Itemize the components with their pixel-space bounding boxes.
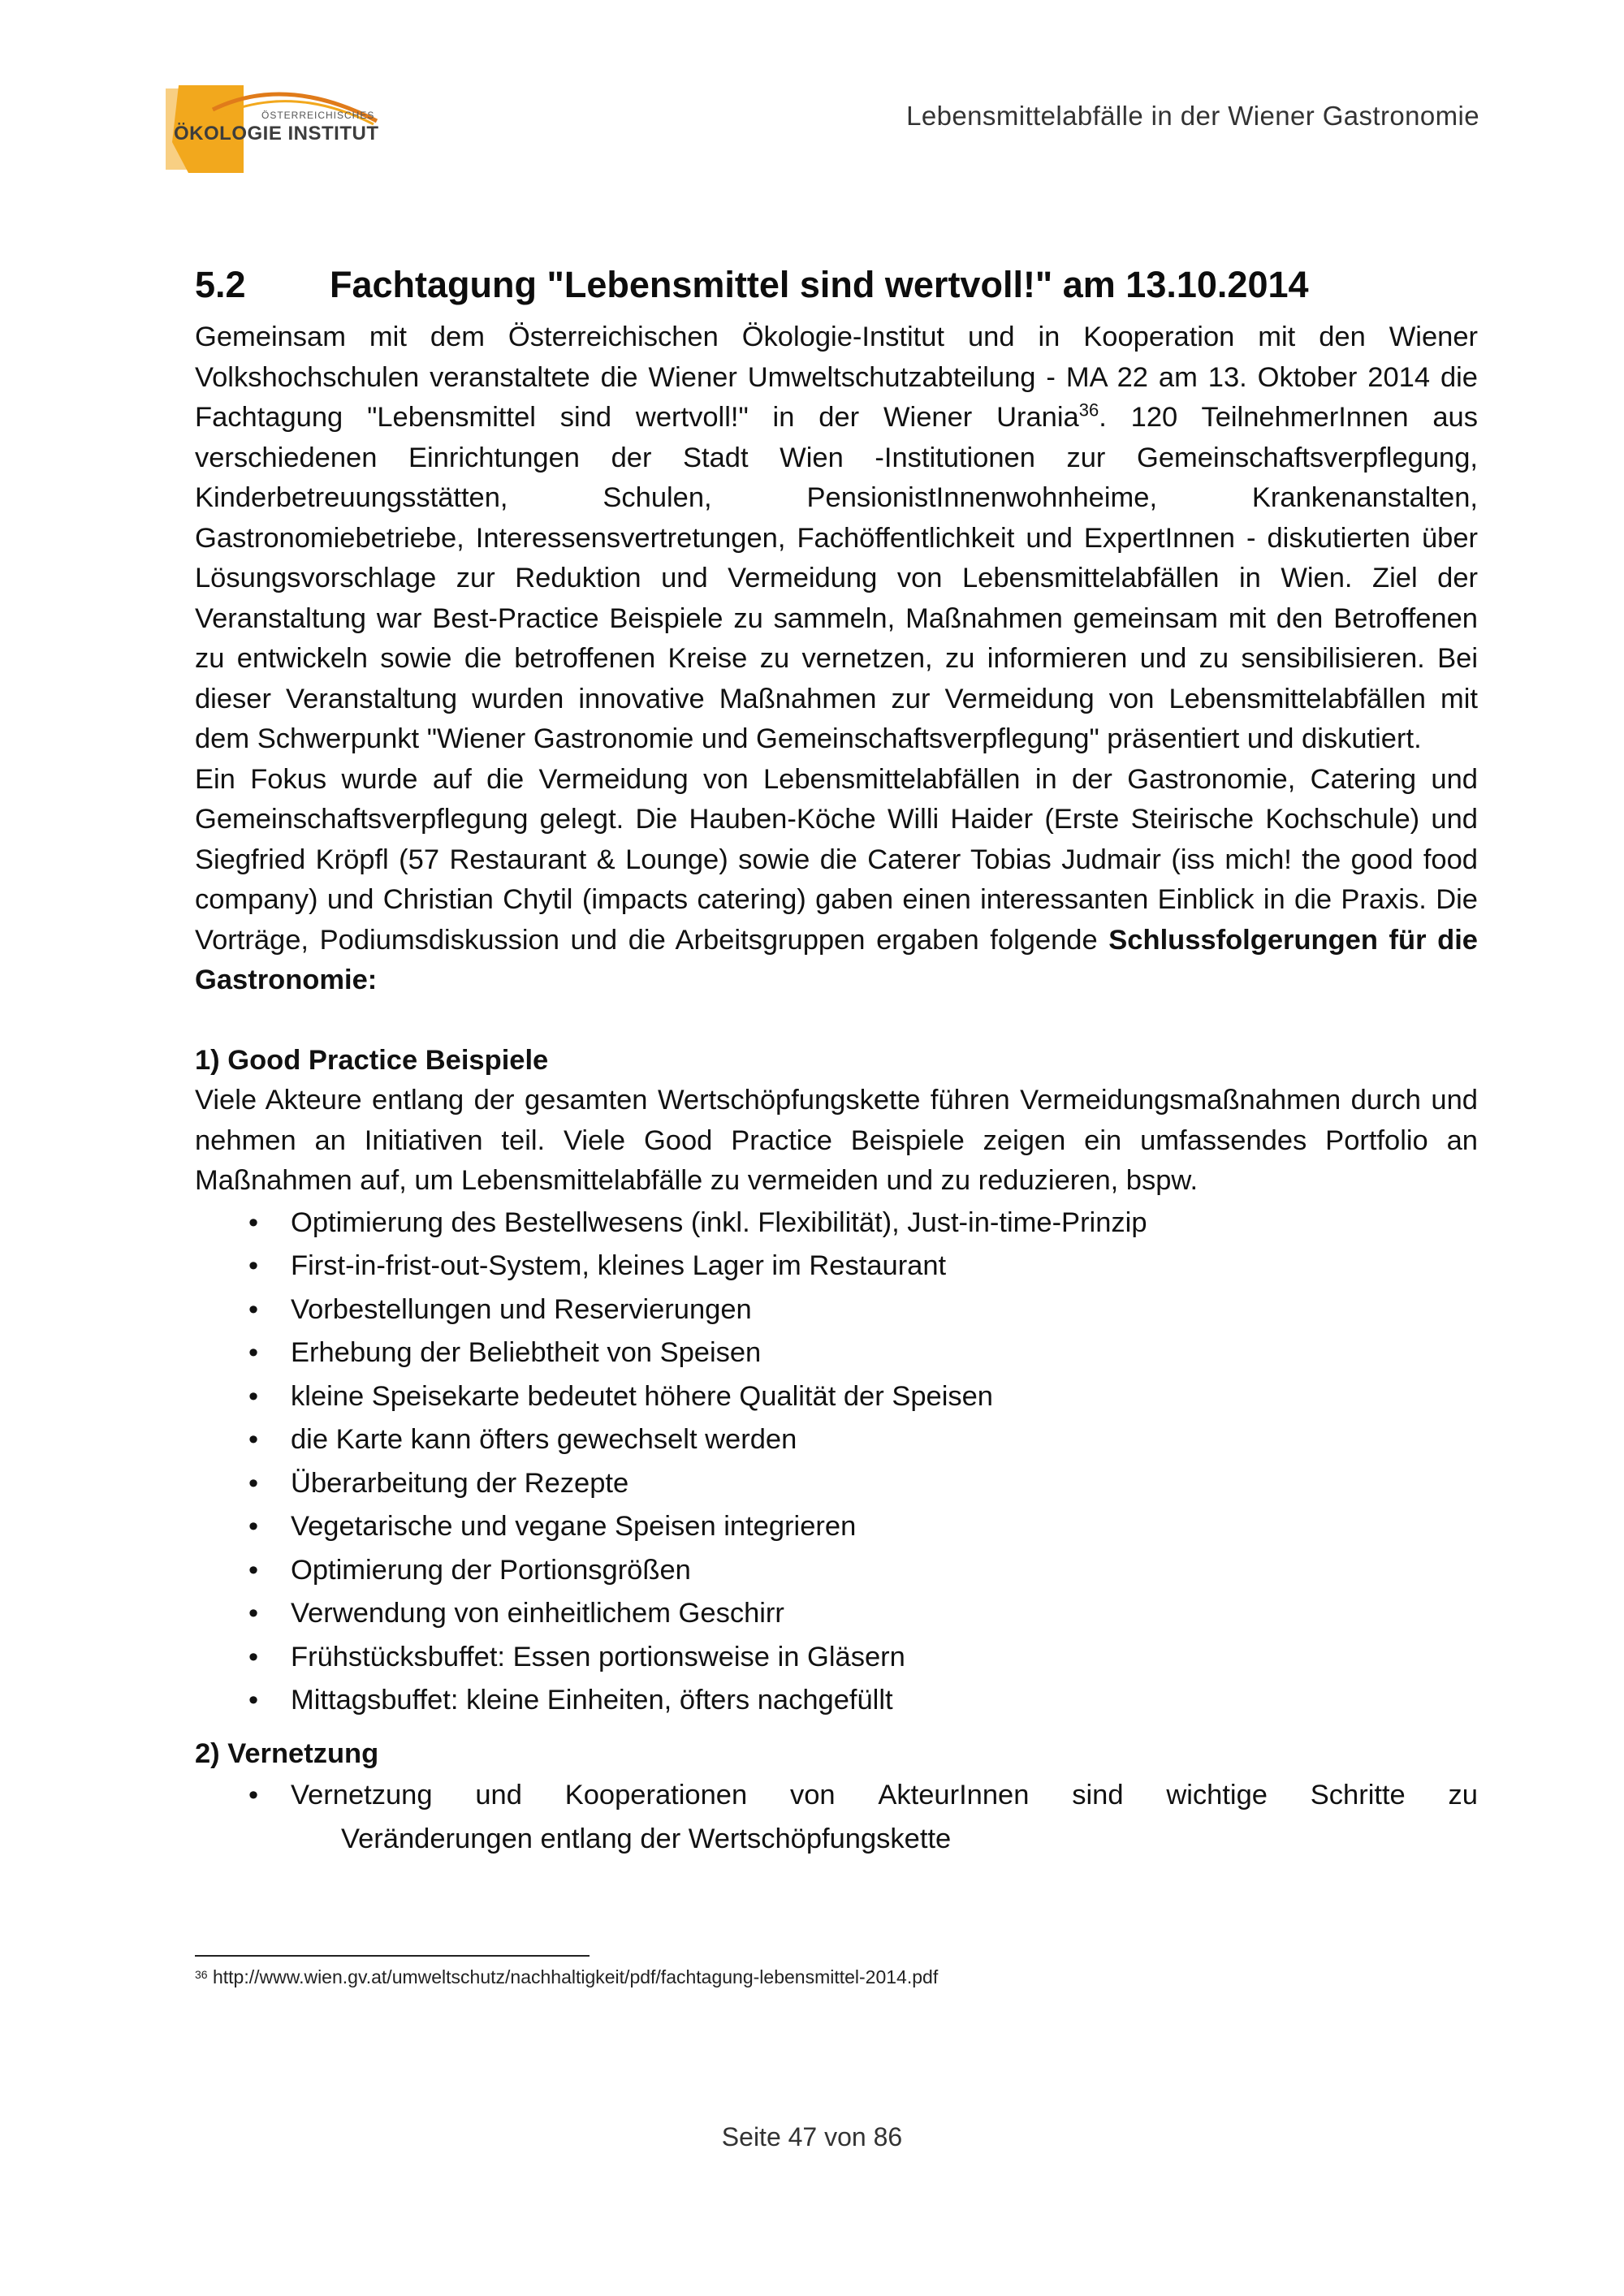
vernetzung-item-line1: • Vernetzung und Kooperationen von AkteurInnen sind wichtige Schritte zu: [291, 1780, 1478, 1810]
vernetzung-item-line2: Veränderungen entlang der Wertschöpfungskette: [341, 1823, 952, 1854]
good-practice-paragraph: Viele Akteure entlang der gesamten Wertschöpfungskette führen Vermeidungsmaßnahmen durch und nehmen an Initiativen teil. Viele Good Practice Beispiele zeigen ein umfassendes Portfolio an Maßnahmen auf, um Lebensmittelabfälle zu vermeiden und zu reduzieren, bspw.: [195, 1085, 1478, 1196]
focus-paragraph: [195, 760, 1478, 1001]
page-number: Seite 47 von 86: [721, 2122, 903, 2151]
intro-text: Gemeinsam mit dem Österreichischen Ökologie-Institut und in Kooperation mit den Wiener Volkshochschulen veranstaltete die Wiener Umweltschutzabteilung - MA 22 am 13. Oktober 2014 die Fachtagung "Lebensmittel sind wertvoll!" in der Wiener Urania: [195, 322, 1478, 433]
section-number: 5.2: [195, 264, 246, 305]
list-item: • Optimierung des Bestellwesens (inkl. Flexibilität), Just-in-time-Prinzip: [195, 1202, 1478, 1245]
good-practice-heading: 1) Good Practice Beispiele: [195, 1044, 549, 1076]
footnote-reference[interactable]: 36: [1078, 399, 1099, 421]
footnote-link[interactable]: http://www.wien.gv.at/umweltschutz/nachhaltigkeit/pdf/fachtagung-lebensmittel-2014.pdf: [212, 1966, 939, 1987]
list-item: • Erhebung der Beliebtheit von Speisen: [195, 1331, 1478, 1375]
intro-paragraph: [195, 317, 1478, 760]
focus-text: Ein Fokus wurde auf die Vermeidung von Lebensmittelabfällen in der Gastronomie, Catering und Gemeinschaftsverpflegung gelegt. Die Hauben-Köche Willi Haider (Erste Steirische Kochschule) und Siegfried Kröpfl (57 Restaurant & Lounge) sowie die Caterer Tobias Judmair (iss mich! the good food company) und Christian Chytil (impacts catering) gaben einen interessanten Einblick in die Praxis. Die Vorträge, Podiumsdiskussion und die Arbeitsgruppen ergaben folgende: [195, 763, 1478, 956]
list-item: • Optimierung der Portionsgrößen: [195, 1549, 1478, 1593]
list-item: • Mittagsbuffet: kleine Einheiten, öfters nachgefüllt: [195, 1679, 1478, 1723]
footnote-number: 36: [195, 1968, 208, 1981]
list-item: [195, 1774, 1478, 1861]
intro-text-continued: . 120 TeilnehmerInnen aus verschiedenen Einrichtungen der Stadt Wien -Institutionen zur Gemeinschaftsverpflegung, Kinderbetreuungsstätten, Schulen, PensionistInnenwohnheime, Krankenanstalten, Gastronomiebetriebe, Interessensvertretungen, Fachöffentlichkeit und ExpertInnen - diskutierten über Lösungsvorschlage zur Reduktion und Vermeidung von Lebensmittelabfällen in Wien. Ziel der Veranstaltung war Best-Practice Beispiele zu sammeln, Maßnahmen gemeinsam mit den Betroffenen zu entwickeln sowie die betroffenen Kreise zu vernetzen, zu informieren und zu sensibilisieren. Bei dieser Veranstaltung wurden innovative Maßnahmen zur Vermeidung von Lebensmittelabfällen mit dem Schwerpunkt "Wiener Gastronomie und Gemeinschaftsverpflegung" präsentiert und diskutiert.: [195, 402, 1478, 754]
list-item: • Frühstücksbuffet: Essen portionsweise in Gläsern: [195, 1636, 1478, 1680]
logo-small-text: ÖSTERREICHISCHES: [261, 110, 375, 121]
list-item: • First-in-frist-out-System, kleines Lager im Restaurant: [195, 1245, 1478, 1288]
logo-big-text: ÖKOLOGIE INSTITUT: [174, 123, 379, 145]
list-item: • Vorbestellungen und Reservierungen: [195, 1288, 1478, 1332]
list-item: • Überarbeitung der Rezepte: [195, 1462, 1478, 1506]
main-content: [195, 264, 1478, 1861]
section-title: Fachtagung "Lebensmittel sind wertvoll!" am 13.10.2014: [330, 264, 1309, 305]
section-heading: [195, 264, 1478, 306]
vernetzung-heading: 2) Vernetzung: [195, 1737, 379, 1769]
vernetzung-list: [195, 1774, 1478, 1861]
footnote: [195, 1966, 938, 1988]
list-item: • die Karte kann öfters gewechselt werden: [195, 1418, 1478, 1462]
list-item: • Verwendung von einheitlichem Geschirr: [195, 1592, 1478, 1636]
running-title: Lebensmittelabfälle in der Wiener Gastronomie: [906, 101, 1479, 131]
list-item: • kleine Speisekarte bedeutet höhere Qualität der Speisen: [195, 1375, 1478, 1419]
conclusions-bold: Schlussfolgerungen für die Gastronomie:: [195, 924, 1478, 995]
page-header: [0, 0, 1624, 162]
list-item: • Vegetarische und vegane Speisen integrieren: [195, 1505, 1478, 1549]
good-practice-list: [195, 1202, 1478, 1723]
footnote-separator: [195, 1955, 590, 1957]
oekologie-institut-logo: [164, 77, 408, 175]
